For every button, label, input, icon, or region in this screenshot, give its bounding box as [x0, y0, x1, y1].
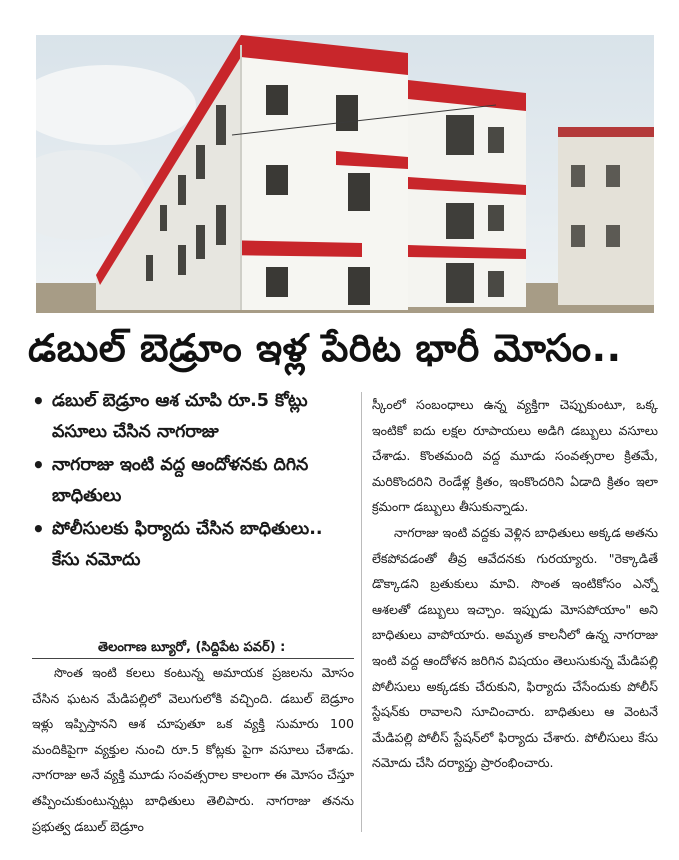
news-photo-double-bedroom-houses	[36, 35, 654, 313]
article-paragraph: సొంత ఇంటి కలలు కంటున్న అమాయక ప్రజలను మోసం చేసిన ఘటన మేడిపల్లిలో వెలుగులోకి వచ్చింది. డబుల్ బెడ్రూం ఇళ్లు ఇప్పిస్తానని ఆశ చూపుతూ ఒక వ్యక్తి సుమారు 100 మందికిపైగా వ్యక్తుల నుంచి రూ.5 కోట్లకు పైగా వసూలు చేశాడు. నాగరాజు అనే వ్యక్తి మూడు సంవత్సరాల కాలంగా ఈ మోసం చేస్తూ తప్పించుకుంటున్నట్లు బాధితులు తెలిపారు. నాగరాజు తనను ప్రభుత్వ డబుల్ బెడ్రూం	[32, 665, 354, 834]
highlight-item	[32, 450, 354, 512]
article-column-left	[32, 660, 354, 839]
column-divider	[361, 392, 362, 832]
bullet-icon: •	[32, 453, 45, 477]
article-column-right	[372, 392, 658, 776]
article-paragraph: నాగరాజు ఇంటి వద్దకు వెళ్లిన బాధితులు అక్కడ అతను లేకపోవడంతో తీవ్ర ఆవేదనకు గురయ్యారు. "రెక్కాడితే డొక్కాడని బ్రతుకులు మావి. సొంత ఇంటికోసం ఎన్నో ఆశలతో డబ్బులు ఇచ్చాం. ఇప్పుడు మోసపోయాం" అని బాధితులు వాపోయారు. అమృత కాలనీలో ఉన్న నాగరాజు ఇంటి వద్ద ఆందోళన జరిగిన విషయం తెలుసుకున్న మేడిపల్లి పోలీసులు అక్కడకు చేరుకుని, ఫిర్యాదు చేసేందుకు పోలీస్ స్టేషన్‌కు రావాలని సూచించారు. బాధితులు ఆ వెంటనే మేడిపల్లి పోలీస్ స్టేషన్‌లో ఫిర్యాదు చేశారు. పోలీసులు కేసు నమోదు చేసి దర్యాప్తు ప్రారంభించారు.	[372, 524, 658, 771]
highlight-item	[32, 386, 354, 448]
article-paragraph: స్కీంలో సంబంధాలు ఉన్న వ్యక్తిగా చెప్పుకుంటూ, ఒక్క ఇంటికో ఐదు లక్షల రూపాయలు అడిగి డబ్బులు వసూలు చేశాడు. కొంతమంది వద్ద మూడు సంవత్సరాల క్రితమే, మరికొందరిని రెండేళ్ల క్రితం, ఇంకొందరిని ఏడాది క్రితం ఇలా క్రమంగా డబ్బులు తీసుకున్నాడు.	[372, 397, 658, 515]
bullet-icon: •	[32, 389, 45, 413]
highlight-text: పోలీసులకు ఫిర్యాదు చేసిన బాధితులు.. కేసు నమోదు	[52, 519, 323, 570]
dateline-rule	[32, 658, 354, 659]
highlights-list	[32, 386, 354, 578]
bullet-icon: •	[32, 517, 45, 541]
highlight-text: నాగరాజు ఇంటి వద్ద ఆందోళనకు దిగిన బాధితులు	[52, 455, 309, 506]
dateline: తెలంగాణ బ్యూరో, (సిద్దిపేట పవర్) :	[98, 640, 286, 655]
highlight-item	[32, 514, 354, 576]
headline: డబుల్ బెడ్రూం ఇళ్ల పేరిట భారీ మోసం..	[28, 326, 622, 370]
highlight-text: డబుల్ బెడ్రూం ఆశ చూపి రూ.5 కోట్లు వసూలు చేసిన నాగరాజు	[52, 391, 308, 442]
